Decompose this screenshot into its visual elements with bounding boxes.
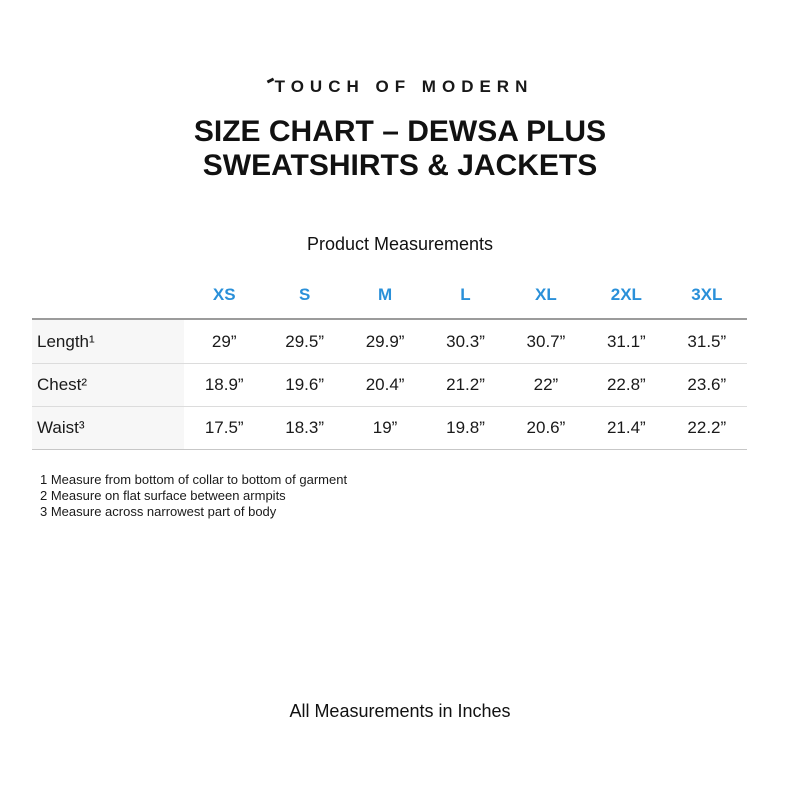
size-header-row: [32, 283, 747, 307]
measurement-cell: 18.3”: [285, 418, 324, 437]
measurement-cell: 20.6”: [526, 418, 566, 437]
measurement-cell: 22”: [533, 375, 559, 394]
footnote-3: 3 Measure across narrowest part of body: [40, 504, 277, 519]
size-table-body: [32, 318, 747, 450]
size-column-header-3xl: 3XL: [691, 285, 723, 304]
row-label-chest: Chest²: [32, 364, 184, 406]
measurement-row-waist: [32, 406, 747, 449]
measurement-cell: 31.1”: [606, 331, 646, 351]
measurement-cell: 19.6”: [285, 375, 324, 394]
size-column-header-xs: XS: [212, 285, 236, 304]
footnote-1: 1 Measure from bottom of collar to bottom of garment: [40, 472, 348, 487]
measurement-cell: 22.8”: [606, 375, 646, 394]
measurement-row-chest: [32, 363, 747, 406]
brand-logo: [0, 0, 800, 95]
measurement-cell: 18.9”: [204, 375, 244, 394]
footer-note: All Measurements in Inches: [289, 701, 511, 721]
section-label: Product Measurements: [306, 234, 494, 254]
measurement-cell: 23.6”: [687, 375, 727, 394]
measurement-cell: 19”: [372, 418, 398, 437]
measurement-cell: 21.2”: [446, 375, 485, 394]
page-title-line-2: SWEATSHIRTS & JACKETS: [202, 149, 598, 182]
measurement-cell: 19.8”: [446, 418, 485, 437]
size-column-header-l: L: [460, 285, 471, 304]
page-title: [0, 115, 800, 183]
measurement-cell: 29”: [211, 331, 237, 351]
size-column-header-2xl: 2XL: [610, 285, 642, 304]
measurement-cell: 29.5”: [285, 331, 324, 351]
measurement-cell: 29.9”: [365, 331, 405, 351]
measurement-cell: 30.7”: [526, 331, 566, 351]
row-label-waist: Waist³: [32, 407, 184, 449]
measurement-cell: 31.5”: [687, 331, 727, 351]
page-title-line-1: SIZE CHART – DEWSA PLUS: [193, 115, 607, 148]
size-column-header-xl: XL: [535, 285, 557, 304]
measurement-cell: 30.3”: [446, 331, 485, 351]
logo-tick-icon: [266, 78, 274, 84]
measurement-cell: 22.2”: [687, 418, 727, 437]
brand-logo-text: TOUCH OF MODERN: [274, 77, 534, 96]
size-chart-table: [32, 283, 747, 450]
measurement-cell: 20.4”: [365, 375, 405, 394]
size-column-header-s: S: [298, 285, 311, 304]
size-column-header-m: M: [377, 285, 393, 304]
measurement-cell: 17.5”: [204, 418, 244, 437]
row-label-length: Length¹: [32, 320, 184, 363]
measurement-cell: 21.4”: [606, 418, 646, 437]
footnotes: [40, 472, 800, 520]
footnote-2: 2 Measure on flat surface between armpits: [40, 488, 286, 503]
measurement-row-length: [32, 320, 747, 363]
